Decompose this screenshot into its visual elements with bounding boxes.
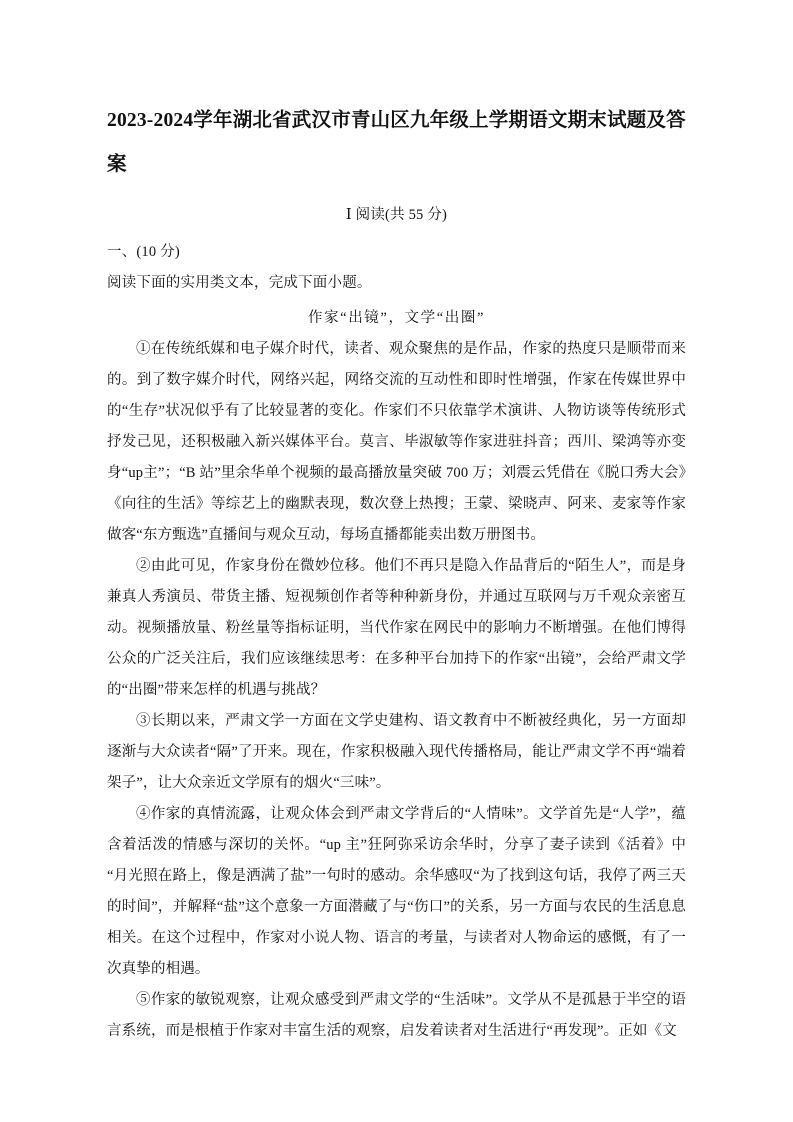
- page-content: [107, 0, 686, 1047]
- section-heading: Ⅰ 阅读(共 55 分): [345, 207, 448, 223]
- article-paragraph: ②由此可见，作家身份在微妙位移。他们不再只是隐入作品背后的“陌生人”，而是身兼真人秀演员、带货主播、短视频创作者等种种新身份，并通过互联网与万千观众亲密互动。视频播放量、粉丝量等指标证明，当代作家在网民中的影响力不断增强。在他们博得公众的广泛关注后，我们应该继续思考：在多种平台加持下的作家“出镜”，会给严肃文学的“出圈”带来怎样的机遇与挑战？: [107, 558, 686, 698]
- article-title: 作家“出镜”，文学“出圈”: [307, 310, 486, 326]
- article-paragraph: ③长期以来，严肃文学一方面在文学史建构、语文教育中不断被经典化，另一方面却逐渐与大众读者“隔”了开来。现在，作家积极融入现代传播格局，能让严肃文学不再“端着架子”，让大众亲近文学原有的烟火“三味”。: [107, 713, 686, 791]
- page-title: 2023-2024学年湖北省武汉市青山区九年级上学期语文期末试题及答案: [107, 110, 686, 175]
- reading-instruction: 阅读下面的实用类文本，完成下面小题。: [107, 275, 372, 291]
- article-paragraph: ④作家的真情流露，让观众体会到严肃文学背后的“人情味”。文学首先是“人学”，蕴含着活泼的情感与深切的关怀。“up 主”狂阿弥采访余华时，分享了妻子读到《活着》中“月光照在路上，像是洒满了盐”一句时的感动。余华感叹“为了找到这句话，我停了两三天的时间”，并解释“盐”这个意象一方面潜藏了与“伤口”的关系，另一方面与农民的生活息息相关。在这个过程中，作家对小说人物、语言的考量，与读者对人物命运的感慨，有了一次真挚的相遇。: [107, 806, 686, 977]
- sub-section-heading: 一、(10 分): [107, 244, 180, 260]
- article-paragraph: ⑤作家的敏锐观察，让观众感受到严肃文学的“生活味”。文学从不是孤悬于半空的语言系统，而是根植于作家对丰富生活的观察，启发着读者对生活进行“再发现”。正如《文: [107, 992, 686, 1039]
- article-paragraph: ①在传统纸媒和电子媒介时代，读者、观众聚焦的是作品，作家的热度只是顺带而来的。到了数字媒介时代，网络兴起，网络交流的互动性和即时性增强，作家在传媒世界中的“生存”状况似乎有了比较显著的变化。作家们不只依靠学术演讲、人物访谈等传统形式抒发己见，还积极融入新兴媒体平台。莫言、毕淑敏等作家进驻抖音；西川、梁鸿等亦变身“up主”；“B 站”里余华单个视频的最高播放量突破 700 万；刘震云凭借在《脱口秀大会》《向往的生活》等综艺上的幽默表现，数次登上热搜；王蒙、梁晓声、阿来、麦家等作家做客“东方甄选”直播间与观众互动，每场直播都能卖出数万册图书。: [107, 341, 686, 543]
